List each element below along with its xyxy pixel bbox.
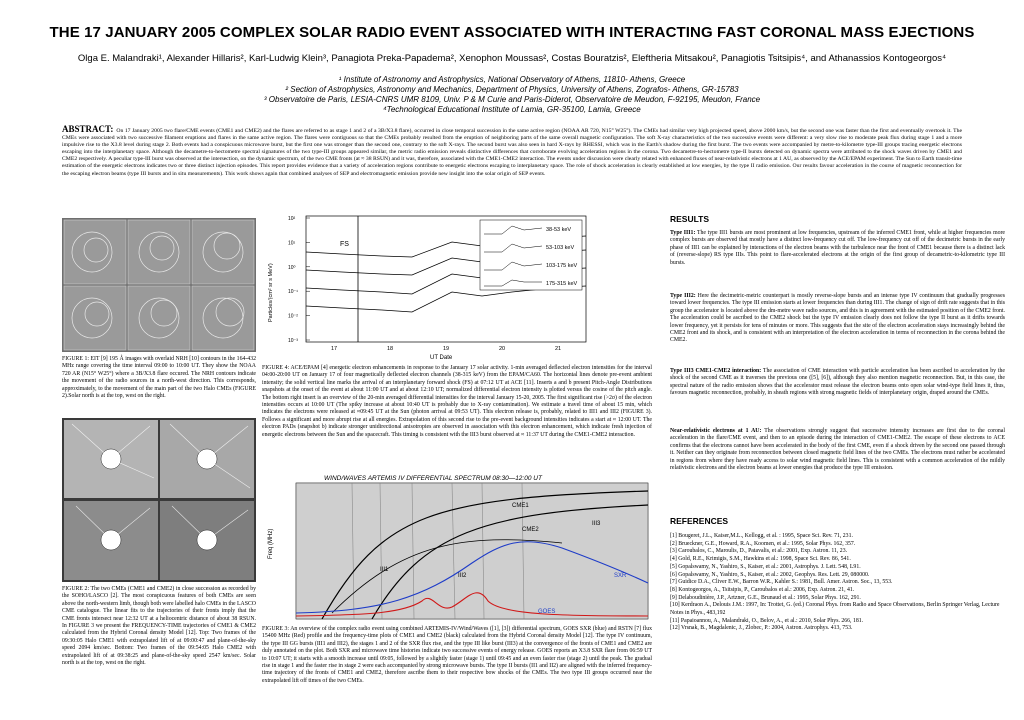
- results-paragraph-3: [670, 368, 1005, 398]
- figure4-legend-1: 38-53 keV: [546, 227, 572, 233]
- affiliation-1: ¹ Institute of Astronomy and Astrophysics, National Observatory of Athens, 11810- Athens, Greece: [338, 75, 686, 84]
- figure4-caption: FIGURE 4: ACE/EPAM [4] energetic electron enhancements in response to the January 17 solar activity. 1-min averaged deflected electron intensities for the interval 04:00-20:00 UT on January 17 of four magnetically deflected electron channels (38-315 keV) from the EPAM/CA60. The horizontal lines denote pre-event ambient intensity; the solid vertical line marks the arrival of an interplanetary forward shock (FS) at 07:12 UT at ACE [11]. Inserts a and b present Pitch-Angle Distributions snapshots at the onset of the event at about 11:00 UT and at about 12:10 UT; normalized differential electron intensity is plotted versus the cosine of the pitch angle. The bottom right insert is an overview of the 20-min averaged differential intensities for the interval January 15-20, 2005. The first significant rise (>2σ) of the electron intensities occurs at 10:00 UT (The spiky increase at about 10:40 UT is probably due to X-ray contamination). We estimate a travel time of about 15 min, which indicates the electrons were released at ≈09:45 UT at the Sun (photon arrival at 09:53 UT). This electron release is, probably, related to III1 and III2 (FIGURE 3). Follows a significant and more abrupt rise at all energies. Extrapolation of this second rise to the pre-event background intensities indicates a start at ≈ 12:00 UT. The electron PADs (snapshot b) indicate stronger unidirectional anisotropies are observed in association with this electron enhancement, which indicate fresh injection of energetic electrons between the Sun and the spacecraft. This timing is consistent with the III3 burst observed at ≈ 11:37 UT during the CME1-CME2 interaction.: [262, 365, 652, 438]
- reference-list: [670, 533, 1005, 633]
- reference-item: [7] Guidice D.A., Cliver E.W., Barron W.R., Kahler S.: 1981, Bull. Amer. Astron. Soc., 13, 553.: [670, 579, 893, 586]
- results-paragraph-1-text: The type III1 bursts are most prominent at low frequencies, upstream of the inferred CME1 front, while at higher frequencies more complex bursts are observed that mostly have a distinct low-frequency cut off. The low-frequency cut off of the decimetric bursts in the early phase of III1 can be explained by interactions of the electron beams with the turbulence near the front of CME1 because there is a distinct lack of (reverse-slope) RS type IIIs. This point to flare-accelerated electrons at the origin of the first group of decametric-to-kilometric type III bursts.: [670, 230, 1005, 266]
- figure3-label-iii3: III3: [592, 521, 601, 527]
- reference-item: [5] Gopalswamy, N., Yashiro, S., Kaiser, et al.: 2001, Astrophys. J. Lett. 548, L91.: [670, 563, 861, 570]
- figure3-label-iii2: III2: [458, 573, 467, 579]
- reference-item: [6] Gopalswamy, N., Yashiro, S., Kaiser, et al.: 2002, Geophys. Res. Lett. 29, 080000.: [670, 571, 870, 578]
- figure3-label-cme2: CME2: [522, 527, 539, 533]
- figure1-eit-images: [62, 218, 256, 352]
- results-paragraph-3-head: Type III3 CME1-CME2 interaction:: [670, 368, 762, 374]
- reference-item: [3] Caroubalos, C., Maroulis, D., Patavalis, et al.: 2001, Exp. Astron. 11, 23.: [670, 548, 848, 555]
- abstract: [62, 126, 962, 178]
- figure2-caption: FIGURE 2: The two CMEs (CME1 and CME2) in close succession as recorded by the SOHO/LASCO [2]. The most conspicuous features of both CMEs are seen above the north-western limb, though both were labelled halo CMEs in the LASCO CME catalogue. The linear fits to the trajectories of their fronts imply that the CME fronts intersect near 12:32 UT at a heliocentric distance of about 38 RSUN. In FIGURE 3 we present the FREQUENCY-TIME trajectories of CME1 & CME2 calculated from the Hybrid Coronal density Model [12]. Top: Two frames of the 09:30:05 Halo CME1 with extrapolated lift of at 09:00:47 and plane-of-the-sky speed 2094 km/sec. Bottom: Two frames of the 09:54:05 Halo CME2 with extrapolated lift of at 09:38:25 and plane-of-the-sky speed 2547 km/sec. Solar north is at the top, west on the right.: [62, 586, 256, 667]
- figure3-caption: FIGURE 3: An overview of the complex radio event using combined ARTEMIS-IV/Wind/Waves ([1], [3]) differential spectrum, GOES SXR (blue) and RSTN [7] flux 15400 MHz (Red) profile and the frequency-time plots of CME1 and CME2 (black) calculated from the Hybrid Coronal density Model [12]. The type IV continuum, the type III GG bursts (III1 and III2), the stages 1 and 2 of the SXR flux rise, and the type III like burst (III3) at the convergence of the fronts of CME1 and CME2 are duly annotated on the plot. Both SXR and microwave time histories indicate two successive events of energy release. GOES reports an X3.8 SXR flare from 06:59 UT to 10:07 UT; it starts with a smooth increase until 09:05, followed by a slightly faster (stage 1) until 09:45 and an even faster rise (stage 2) until the peak. The gradual rise in stage 1 and the faster rise in stage 2 were each accompanied by strong microwave bursts. The type II bursts (II1 and II2) are aligned with the inferred frequency-time trajectory of the fronts of CME1 and CME2, therefore ascribe them to their respective bow shocks of the CMEs. The two type III groups occurred near the extrapolated lift off times of the two CMEs.: [262, 626, 652, 684]
- figure4-x-tick-label: 19: [443, 346, 450, 352]
- results-paragraph-2-head: Type III2:: [670, 293, 696, 299]
- results-paragraph-4-text: The observations strongly suggest that successive intensity increases are first due to the coronal acceleration in the flare/CME event, and then to an episode during the interaction of CME1-CME2. The escape of these electrons to ACE confirms that the electrons cannot have been accelerated in the body of the first CME, even if a shock driven by the second one passed through it. Neither can they originate from reconnection between closed magnetic field lines of the two CMEs. The electrons must rather be accelerated in regions from where they have ready access to solar wind magnetic field lines. This is consistent with a common acceleration of the mildly relativistic electrons and the electron beams at lower energies that produce the type III emission.: [670, 428, 1005, 472]
- reference-item: [2] Brueckner, G.E., Howard, R.A., Koomen, et al.: 1995, Solar Phys. 162, 357.: [670, 540, 856, 547]
- reference-item: [4] Gold, R.E., Krimigis, S.M., Hawkins et al.: 1998, Space Sci. Rev. 86, 541.: [670, 556, 851, 563]
- figure3-label-goes: GOES: [538, 609, 556, 615]
- figure4-x-tick-label: 17: [331, 346, 338, 352]
- reference-item: [8] Kontogeorgos, A., Tsitsipis, P., Caroubalos et al.: 2006, Exp. Astron. 21, 41.: [670, 586, 855, 593]
- figure4-legend-2: 53-103 keV: [546, 245, 575, 251]
- results-heading: RESULTS: [670, 214, 710, 224]
- author-list: Olga E. Malandraki¹, Alexander Hillaris², Karl-Ludwig Klein³, Panagiota Preka-Papadema², Xenophon Moussas², Costas Bouratzis², Eleftheria Mitsakou², Panagiotis Tsitsipis⁴, and Athanassios Kontogeorgos⁴: [77, 53, 947, 64]
- abstract-label: ABSTRACT:: [62, 124, 114, 134]
- figure4-y-tick-label: 10⁻²: [288, 313, 298, 320]
- references-heading: REFERENCES: [670, 516, 729, 526]
- figure3-header: WIND/WAVES ARTEMIS IV DIFFERENTIAL SPECTRUM 08:30—12:00 UT: [324, 475, 542, 482]
- affiliation-2: ² Section of Astrophysics, Astronomy and Mechanics, Department of Physics, University of Athens, Zografos- Athens, GR-15783: [285, 85, 739, 94]
- figure4-x-tick-label: 18: [387, 346, 394, 352]
- figure4-fs-marker: FS: [340, 241, 349, 248]
- figure3-label-cme1: CME1: [512, 503, 529, 509]
- figure4-y-tick-label: 10¹: [288, 240, 296, 247]
- figure1-caption: FIGURE 1: EIT [9] 195 Å images with overlaid NRH [10] contours in the 164-432 MHz range covering the time interval 09:00 to 10:00 UT. They show the NOAA 720 AR (N15° W25°) where a 3B/X3.8 flare occured. The NRH contours indicate the movement of the radio sources in a north-west direction. This corresponds, approximately, to the movement of the main part of the two Halo CMEs (FIGURE 2).Solar north is at the top, west on the right.: [62, 356, 256, 400]
- reference-item: [12] Vrsnak, B., Magdalenic, J., Zlobec, P.: 2004, Astron. Astrophys. 413, 753.: [670, 625, 853, 632]
- results-paragraph-2: [670, 293, 1005, 345]
- results-paragraph-3-text: The association of CME interaction with particle acceleration has been ascribed to acceleration by the shock of the second CME as it traverses the previous one ([5], [6]), although they also mention magnetic reconnection. But, in this case, the spectral nature of the radio emission shows that the accelerator must release the electron beams onto open solar wind-type field lines it, thus, favours magnetic reconnection, probably, in sheath regions with strong magnetic fields of interplanetary origin, draped around the CMEs.: [670, 368, 1005, 397]
- figure2-image-grid: [62, 418, 256, 582]
- figure4-y-label: Particles/(cm² sr s MeV): [268, 263, 274, 322]
- figure3-svg: [262, 473, 652, 623]
- reference-item: [10] Kerdraon A., Delouis J.M.: 1997, In: Trottet, G. (ed.) Coronal Phys. from Radio and Space Observations, Berlin Springer Verlag, Lecture Notes in Phys., 483,192: [670, 602, 1000, 617]
- poster-title: THE 17 JANUARY 2005 COMPLEX SOLAR RADIO EVENT ASSOCIATED WITH INTERACTING FAST CORONAL MASS EJECTIONS: [49, 24, 975, 41]
- reference-item: [1] Bougeret, J.L., Kaiser,M.L., Kellogg, et al. : 1995, Space Sci. Rev. 71, 231.: [670, 533, 853, 539]
- figure4-y-tick-label: 10⁻³: [288, 338, 298, 344]
- results-paragraph-1: [670, 230, 1005, 267]
- results-paragraph-4-head: Near-relativistic electrons at 1 AU:: [670, 428, 762, 434]
- reference-item: [11] Papaioannou, A., Malandraki, O., Belov, A., et al.: 2010, Solar Phys. 266, 181.: [670, 617, 864, 624]
- figure3-label-iii1: III1: [380, 567, 389, 573]
- abstract-text: On 17 January 2005 two flare/CME events (CME1 and CME2) and the flares are referred to as stage 1 and 2 of a 3B/X3.8 flare), occurred in close temporal succession in the same active region (NOAA AR 720, N15° W25°). The CMEs had similar very high projected speed, above 2000 km/s, but the second one was faster than the first and eventually overtook it. The CMEs were associated with two successive filament eruptions and flares in the same active region. The flares were contiguous so that the CMEs probably resulted from the eruption of neighboring parts of the same overall magnetic configuration. The soft X-ray characteristics of the two successive events were different: a very slow rise to moderate peak flux during stage 1 and a more impulsive rise to the X3.8 level during stage 2. Both events had a conspicuous microwave burst, but the first one was stronger than the second one, contrary to the soft X-rays. The second burst was also seen in hard X-rays by RHESSI, which was in the Earth's shadow during the first burst. The two events were accompanied by metre-to-kilometre type-III groups tracing energetic electrons escaping into the interplanetary space. Although the decametre-to-hectometre spectral signatures of the two type-III groups appeared similar, the metric radio emission reveals distinctive differences that corroborate evolving acceleration regions in the corona. Two decametre-to-hectometre type-II bursts detected on dynamic spectra were attributed to the shock waves driven by CME1 and CME2 respectively. A peculiar type-III burst was observed at the intersection, on the dynamic spectrum, of the two CME fronts (at ≈ 38 RSUN) and it was, therefore, associated with the CME1-CME2 interaction. The events under discussion were clearly related with enhanced fluxes of near-relativistic electrons at 1 AU, as observed by the ACE/EPAM experiment. The Sun to Earth transit-time estimation of the energetic electrons indicates two or three distinct injection episodes. This report provides evidence that a variety of acceleration regions contribute to energetic electrons escaping to interplanetary space. The role of shock acceleration is clearly established at low energies, by the type II radio emission. Our results favour acceleration in the course of magnetic reconnection for the escaping electron beams (type III bursts and in situ measurements). This work shows again that combined analyses of SEP and electromagnetic emission provide new insight into the solar origin of SEP events.: [62, 128, 962, 177]
- figure3-label-sxr: SXR: [614, 573, 627, 579]
- figure4-y-tick-label: 10⁰: [288, 264, 296, 271]
- figure4-legend-4: 175-315 keV: [546, 281, 578, 287]
- figure4-x-tick-label: 21: [555, 346, 562, 352]
- results-paragraph-2-text: Here the decimetric-metric counterpart is mostly reverse-slope bursts and an intense type IV continuum that gradually progresses toward lower frequencies. The type III emission starts at lower frequencies than during III1. The change of sign of drift rate suggests that in this group the accelerator is located above the dm-metre wave radio sources, and this is in agreement with the estimated position of the CME2 front. The acceleration could be ascribed to the CME2 shock but the type IV emission clearly does not follow the type II burst as it drifts towards lower frequency, yet it persists for tens of minutes or more. This suggests that the site of the electron acceleration stays increasingly behind the CME2 front and its shock, and is consistent with an interpretation of the electron acceleration in terms of reconnection in the corona behind the CME2.: [670, 293, 1005, 344]
- figure2-lasco-images: [62, 418, 256, 582]
- figure4-svg: [262, 212, 652, 362]
- reference-item: [9] Delaboudinière, J.P., Artzner, G.E., Brunaud et al.: 1995, Solar Phys. 162, 291.: [670, 594, 861, 601]
- results-paragraph-1-head: Type III1:: [670, 230, 696, 236]
- figure4-y-tick-label: 10²: [288, 216, 296, 222]
- figure3-y-label: Freq (MHz): [268, 528, 274, 559]
- figure4-y-tick-label: 10⁻¹: [288, 289, 298, 296]
- figure4-legend-3: 103-175 keV: [546, 263, 578, 269]
- figure4-x-tick-label: 20: [499, 346, 506, 352]
- figure1-image-grid: [62, 218, 256, 352]
- affiliation-4: ⁴Technological Educational Institute of Lamia, GR-35100, Lamia, Greece: [383, 105, 641, 114]
- affiliations: [0, 75, 1024, 115]
- figure4-x-label: UT Date: [430, 355, 453, 361]
- figure4-plot: [262, 212, 652, 362]
- results-paragraph-4: [670, 428, 1005, 472]
- affiliation-3: ³ Observatoire de Paris, LESIA-CNRS UMR 8109, Univ. P & M Curie and Paris-Diderot, Observatoire de Meudon, F-92195, Meudon, France: [263, 95, 761, 104]
- figure3-plot: [262, 473, 652, 623]
